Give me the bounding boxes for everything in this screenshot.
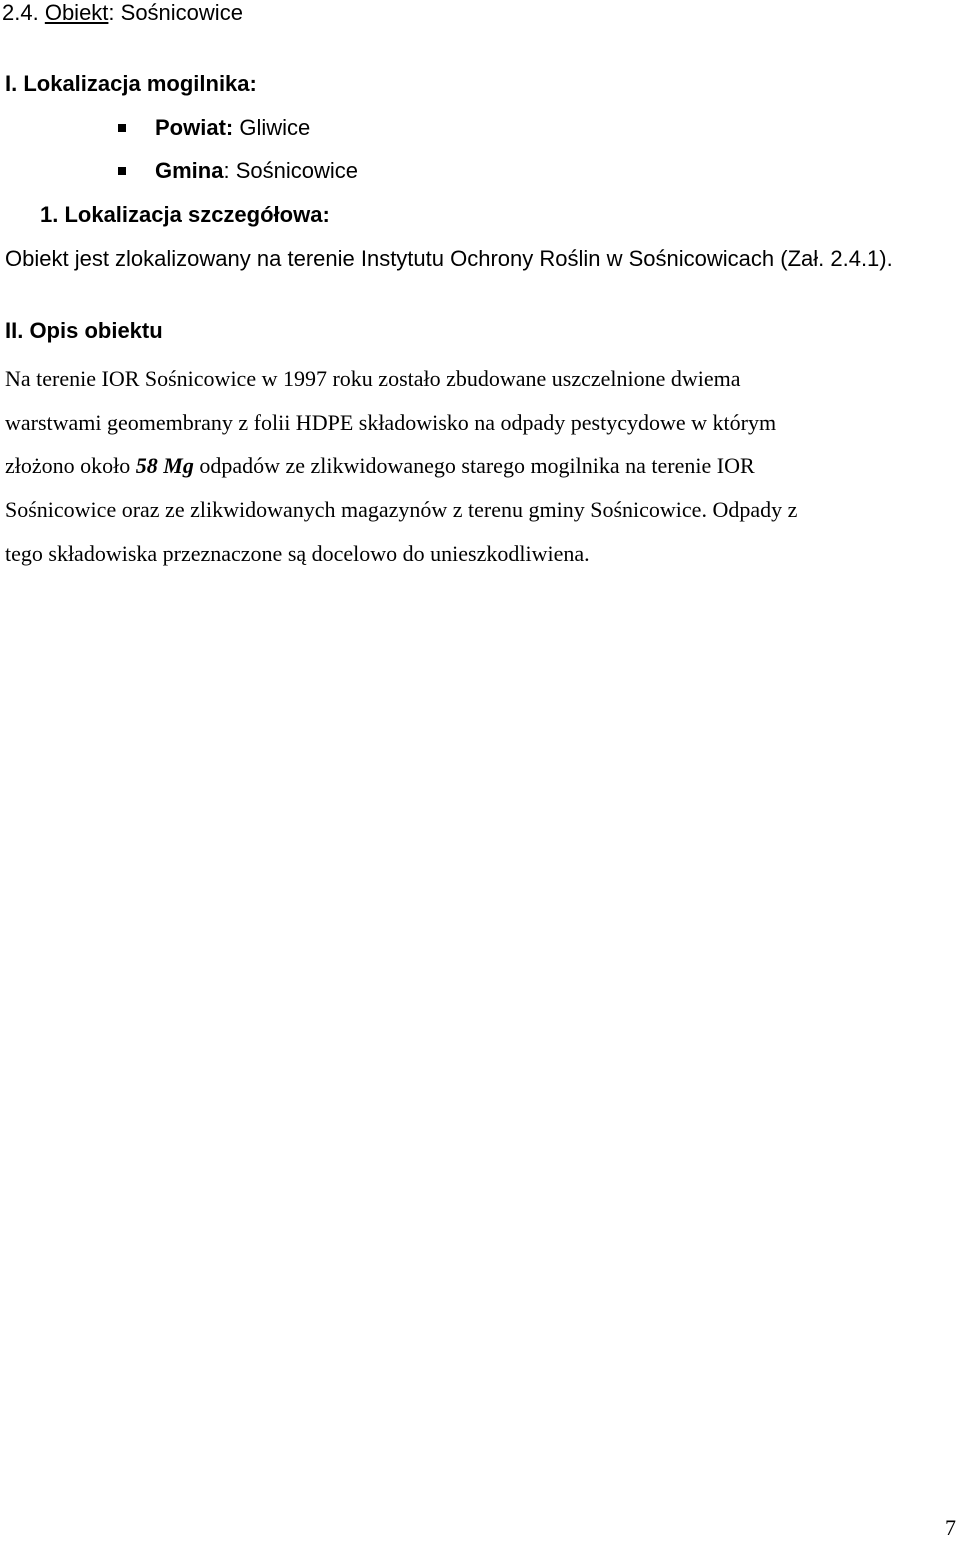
- section-title-localization: I. Lokalizacja mogilnika:: [5, 71, 257, 96]
- page-number: 7: [945, 1515, 956, 1540]
- waste-mass-emphasis: 58 Mg: [135, 453, 194, 479]
- gmina-label: Gmina: [155, 158, 224, 183]
- heading-obiekt-label: Obiekt: [44, 0, 109, 25]
- paragraph-line-4: Sośnicowice oraz ze zlikwidowanych magazynów z terenu gminy Sośnicowice. Odpady z: [5, 497, 798, 523]
- square-bullet-icon: [118, 124, 126, 132]
- list-item-powiat: [0, 115, 960, 141]
- powiat-label: Powiat:: [155, 115, 234, 140]
- powiat-value: Gliwice: [239, 115, 311, 140]
- section-title-description: II. Opis obiektu: [5, 318, 163, 343]
- localization-description: Obiekt jest zlokalizowany na terenie Instytutu Ochrony Roślin w Sośnicowicach (Zał. 2.4.1).: [5, 246, 893, 271]
- gmina-value: : Sośnicowice: [223, 158, 358, 183]
- document-heading: [2, 0, 243, 26]
- heading-number: 2.4.: [2, 0, 39, 25]
- subsection-title-detailed-localization: 1. Lokalizacja szczegółowa:: [40, 202, 330, 227]
- paragraph-line-5: tego składowiska przeznaczone są docelowo do unieszkodliwiena.: [5, 540, 590, 566]
- paragraph-line-3: [5, 444, 925, 488]
- description-paragraph: [5, 357, 925, 576]
- heading-name: : Sośnicowice: [108, 0, 243, 25]
- square-bullet-icon: [118, 167, 126, 175]
- paragraph-line-3-rest: odpadów ze zlikwidowanego starego mogilnika na terenie IOR: [193, 453, 755, 479]
- paragraph-line-2: warstwami geomembrany z folii HDPE składowisko na odpady pestycydowe w którym: [5, 409, 777, 435]
- list-item-gmina: [0, 158, 960, 184]
- paragraph-line-1: Na terenie IOR Sośnicowice w 1997 roku zostało zbudowane uszczelnione dwiema: [5, 366, 741, 391]
- paragraph-line-3-start: złożono około: [5, 453, 136, 479]
